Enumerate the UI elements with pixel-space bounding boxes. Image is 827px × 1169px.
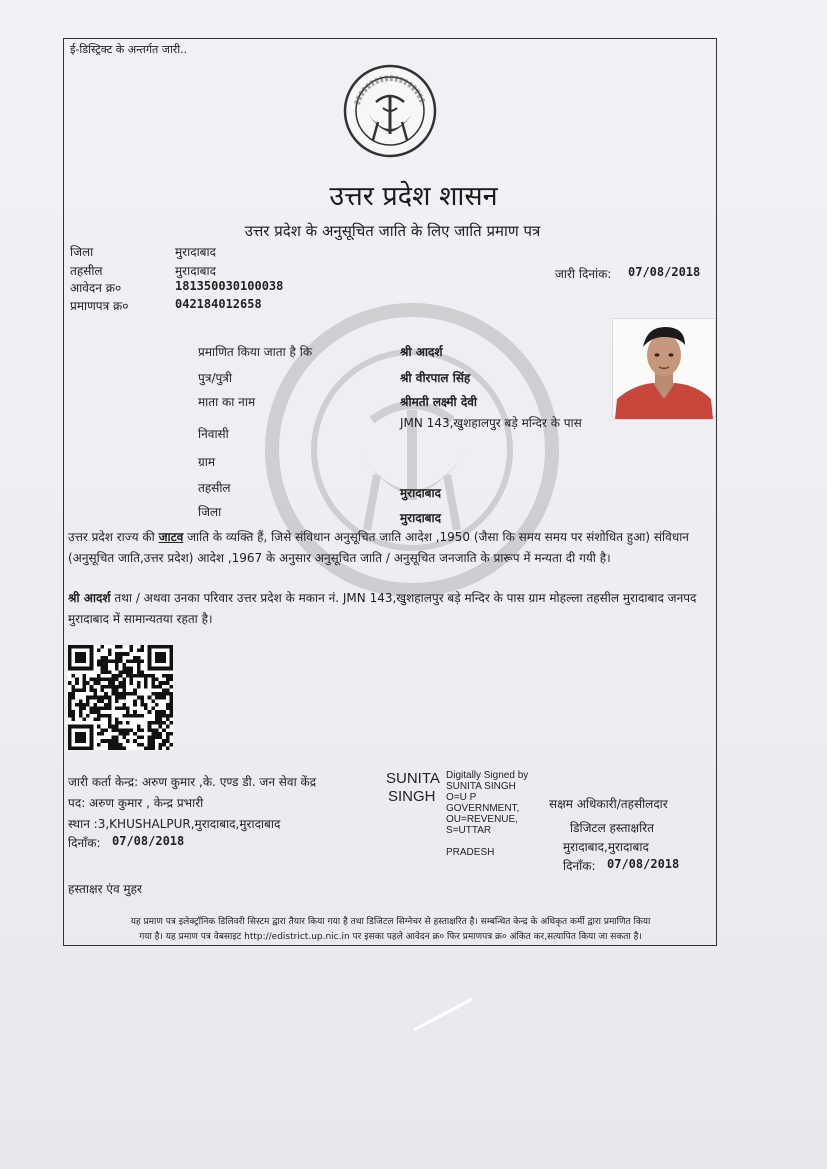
authority-date-value: 07/08/2018 bbox=[607, 857, 680, 871]
state-seal-emblem bbox=[343, 64, 437, 158]
detail-district-label: जिला bbox=[198, 505, 222, 519]
authority-place: मुरादाबाद,मुरादाबाद bbox=[563, 840, 649, 854]
signer-name-line2: SINGH bbox=[388, 788, 436, 805]
resident-address: JMN 143,खुशहालपुर बड़े मन्दिर के पास bbox=[400, 416, 582, 430]
dsig-line: O=U P bbox=[446, 792, 477, 803]
header-note: ई-डिस्ट्रिक्ट के अन्तर्गत जारी.. bbox=[70, 43, 188, 56]
dsig-line: Digitally Signed by bbox=[446, 770, 529, 781]
mother-name: श्रीमती लक्ष्मी देवी bbox=[400, 395, 477, 409]
footer-line-2: गया है। यह प्रमाण पत्र वेबसाइट http://edistrict.up.nic.in पर इसका पहले आवेदन क्र० फिर प्रमाणपत्र क्र० अंकित कर,सत्यापित किया जा सकता है। bbox=[139, 932, 642, 942]
caste-statement-pre: उत्तर प्रदेश राज्य की bbox=[68, 530, 159, 544]
certificate-number-value: 042184012658 bbox=[175, 297, 262, 311]
authority-date-label: दिनाँक: bbox=[563, 859, 596, 873]
paper-scratch-mark bbox=[413, 998, 473, 1032]
residence-statement-name: श्री आदर्श bbox=[68, 591, 111, 605]
issue-date-label: जारी दिनांक: bbox=[555, 267, 612, 281]
dsig-line bbox=[446, 836, 528, 847]
issue-date-value: 07/08/2018 bbox=[628, 265, 701, 279]
resident-label: निवासी bbox=[198, 427, 229, 441]
caste-statement bbox=[68, 527, 713, 569]
document-title: उत्तर प्रदेश शासन bbox=[329, 181, 498, 212]
authority-title: सक्षम अधिकारी/तहसीलदार bbox=[549, 797, 668, 811]
applicant-name: श्री आदर्श bbox=[400, 345, 443, 359]
residence-statement-post: तथा / अथवा उनका परिवार उत्तर प्रदेश के मकान नं. JMN 143,खुशहालपुर बड़े मन्दिर के पास ग्राम मोहल्ला तहसील मुरादाबाद जनपद मुरादाबाद में सामान्यतया रहता है। bbox=[68, 591, 697, 626]
meta-tehsil-label: तहसील bbox=[70, 264, 103, 278]
authority-digital-signed: डिजिटल हस्ताक्षरित bbox=[570, 821, 654, 835]
detail-tehsil-label: तहसील bbox=[198, 481, 231, 495]
dsig-line: OU=REVENUE, bbox=[446, 814, 518, 825]
signature-and-seal-label: हस्ताक्षर एंव मुहर bbox=[68, 882, 142, 896]
digital-signature-details bbox=[446, 770, 528, 858]
dsig-line: S=UTTAR bbox=[446, 825, 492, 836]
application-number-label: आवेदन क्र० bbox=[70, 281, 122, 295]
meta-district-value: मुरादाबाद bbox=[175, 245, 217, 259]
issuer-date-value: 07/08/2018 bbox=[112, 834, 185, 848]
father-name: श्री वीरपाल सिंह bbox=[400, 371, 471, 385]
issuer-date-label: दिनाँक: bbox=[68, 836, 101, 850]
certificate-number-label: प्रमाणपत्र क्र० bbox=[70, 299, 129, 313]
footer-line-1: यह प्रमाण पत्र इलेक्ट्रॉनिक डिलिवरी सिस्टम द्वारा तैयार किया गया है तथा डिजिटल सिग्नेचर से हस्ताक्षरित है। सम्बन्धित केन्द्र के अधिकृत कर्मी द्वारा प्रमाणित किया bbox=[130, 917, 651, 927]
dsig-line: GOVERNMENT, bbox=[446, 803, 520, 814]
verification-footer bbox=[68, 915, 713, 945]
dsig-line: PRADESH bbox=[446, 847, 495, 858]
issuer-post: पद: अरुण कुमार , केन्द्र प्रभारी bbox=[68, 796, 204, 810]
village-label: ग्राम bbox=[198, 455, 216, 469]
issuing-center: जारी कर्ता केन्द्र: अरुण कुमार ,के. एण्ड डी. जन सेवा केंद्र bbox=[68, 775, 317, 789]
mother-label: माता का नाम bbox=[198, 395, 256, 409]
application-number-value: 181350030100038 bbox=[175, 279, 284, 293]
detail-tehsil-value: मुरादाबाद bbox=[400, 486, 442, 500]
caste-statement-post: जाति के व्यक्ति हैं, जिसे संविधान अनुसूचित जाति आदेश ,1950 (जैसा कि समय समय पर संशोधित हुआ) संविधान (अनुसूचित जाति,उत्तर प्रदेश) आदेश ,1967 के अनुसार अनुसूचित जाति / अनुसूचित जनजाति के प्रारूप में मन्यता दी गयी है। bbox=[68, 530, 689, 565]
residence-statement bbox=[68, 588, 713, 630]
certified-label: प्रमाणित किया जाता है कि bbox=[198, 345, 313, 359]
applicant-photo bbox=[612, 318, 716, 420]
detail-district-value: मुरादाबाद bbox=[400, 511, 442, 525]
dsig-line: SUNITA SINGH bbox=[446, 781, 516, 792]
meta-district-label: जिला bbox=[70, 245, 94, 259]
qr-code bbox=[68, 645, 173, 750]
caste-name: जाटव bbox=[158, 530, 184, 544]
meta-tehsil-value: मुरादाबाद bbox=[175, 264, 217, 278]
parent-label: पुत्र/पुत्री bbox=[198, 371, 233, 385]
signer-name-line1: SUNITA bbox=[386, 770, 440, 787]
document-subtitle: उत्तर प्रदेश के अनुसूचित जाति के लिए जाति प्रमाण पत्र bbox=[244, 222, 541, 240]
issuer-place: स्थान :3,KHUSHALPUR,मुरादाबाद,मुरादाबाद bbox=[68, 817, 281, 831]
